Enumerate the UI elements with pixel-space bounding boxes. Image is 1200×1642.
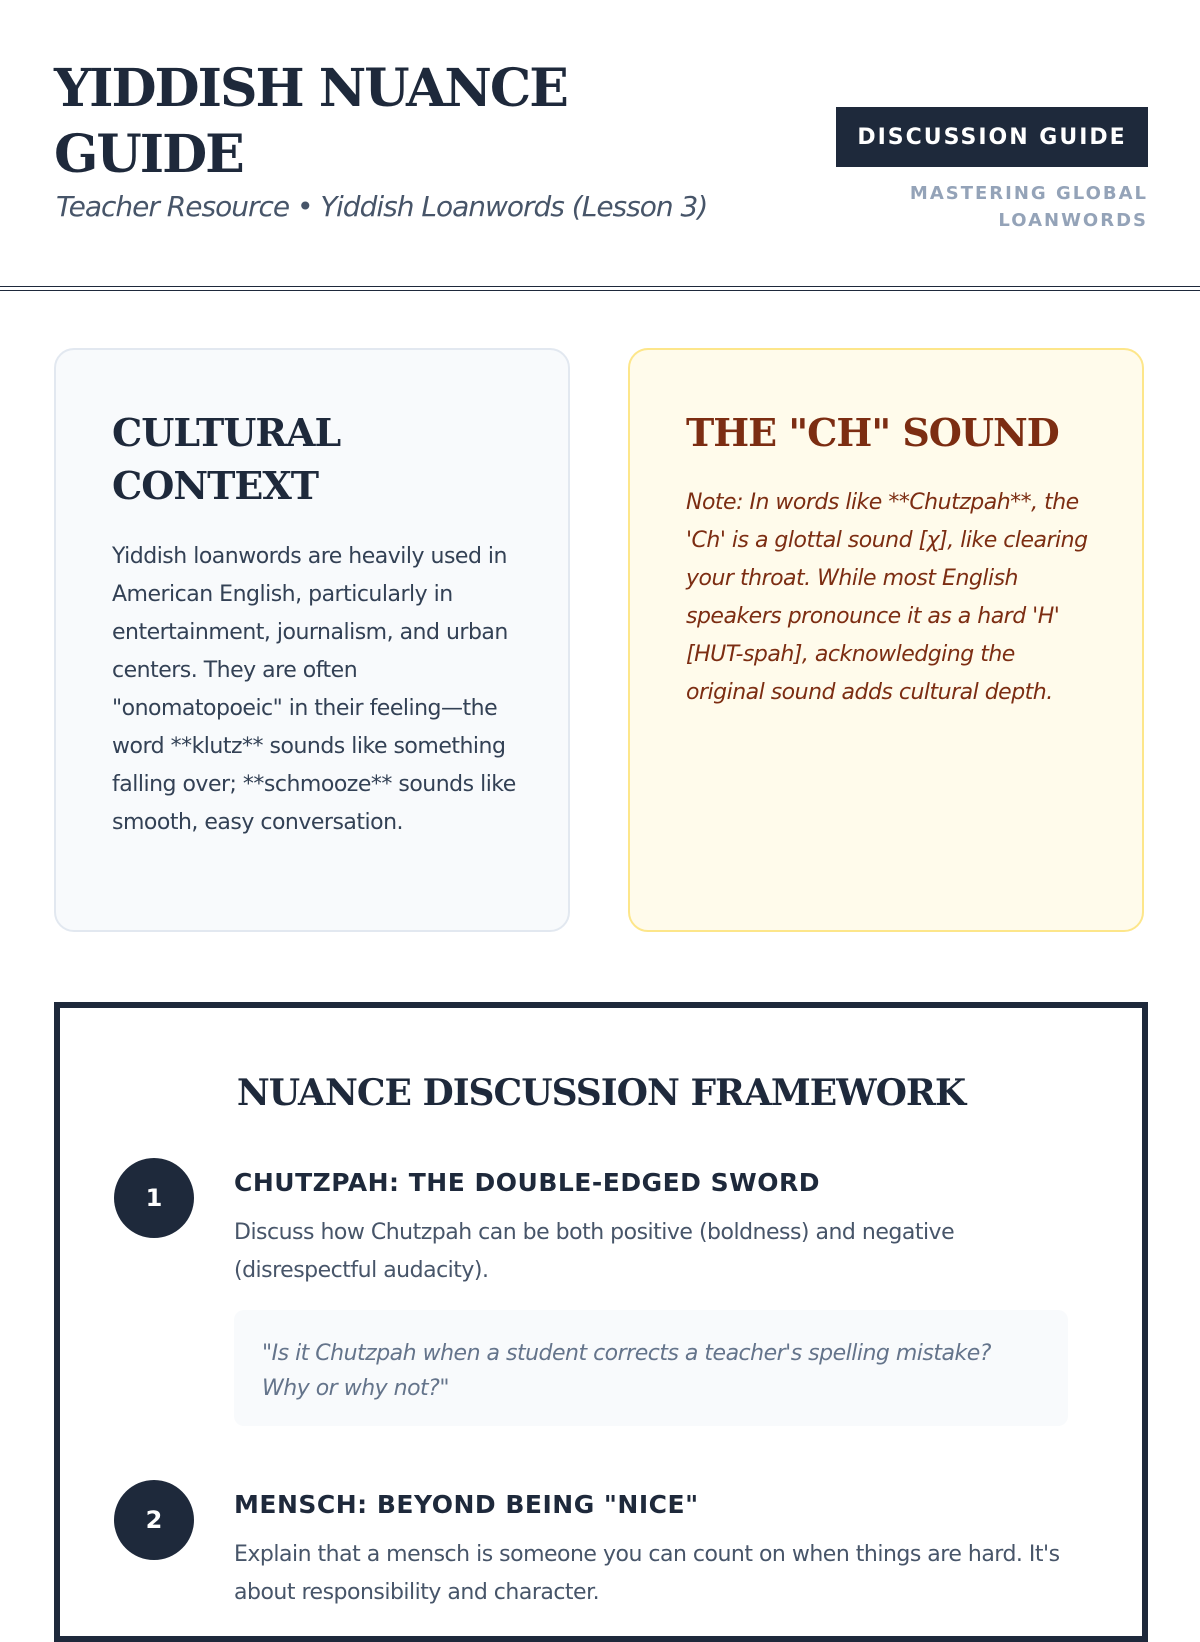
page-title: YIDDISH NUANCE GUIDE bbox=[54, 58, 567, 185]
cultural-context-text: Yiddish loanwords are heavily used in American English, particularly in entertainment, journalism, and urban centers. They are often "onomatopoeic" in their feeling—the word **klutz** sounds like something falling over; **schmooze** sounds like smooth, easy conversation. bbox=[112, 544, 516, 835]
ch-sound-card bbox=[628, 348, 1144, 932]
item-title: MENSCH: BEYOND BEING "NICE" bbox=[234, 1490, 699, 1519]
discussion-guide-badge: DISCUSSION GUIDE bbox=[836, 107, 1148, 167]
item-description: Discuss how Chutzpah can be both positive (boldness) and negative (disrespectful audacity). bbox=[234, 1220, 955, 1283]
item-number-badge: 1 bbox=[114, 1158, 194, 1238]
discussion-framework bbox=[54, 1002, 1148, 1642]
item-description: Explain that a mensch is someone you can count on when things are hard. It's about responsibility and character. bbox=[234, 1542, 1060, 1605]
framework-title: NUANCE DISCUSSION FRAMEWORK bbox=[236, 1072, 966, 1114]
cultural-context-title: CULTURAL CONTEXT bbox=[112, 410, 341, 508]
item-title: CHUTZPAH: THE DOUBLE-EDGED SWORD bbox=[234, 1168, 820, 1197]
cultural-context-card bbox=[54, 348, 570, 932]
ch-sound-title: THE "CH" SOUND bbox=[686, 410, 1059, 455]
page-header bbox=[0, 0, 1200, 287]
item-number-badge: 2 bbox=[114, 1480, 194, 1560]
page-subtitle: Teacher Resource • Yiddish Loanwords (Lesson 3) bbox=[56, 190, 708, 223]
series-tagline: MASTERING GLOBAL LOANWORDS bbox=[909, 183, 1148, 231]
discussion-prompt: "Is it Chutzpah when a student corrects a teacher's spelling mistake? Why or why not?" bbox=[234, 1310, 1068, 1426]
ch-sound-text: Note: In words like **Chutzpah**, the 'Ch' is a glottal sound [χ], like clearing your throat. While most English speakers pronounce it as a hard 'H' [HUT-spah], acknowledging the original sound adds cultural depth. bbox=[686, 490, 1088, 705]
